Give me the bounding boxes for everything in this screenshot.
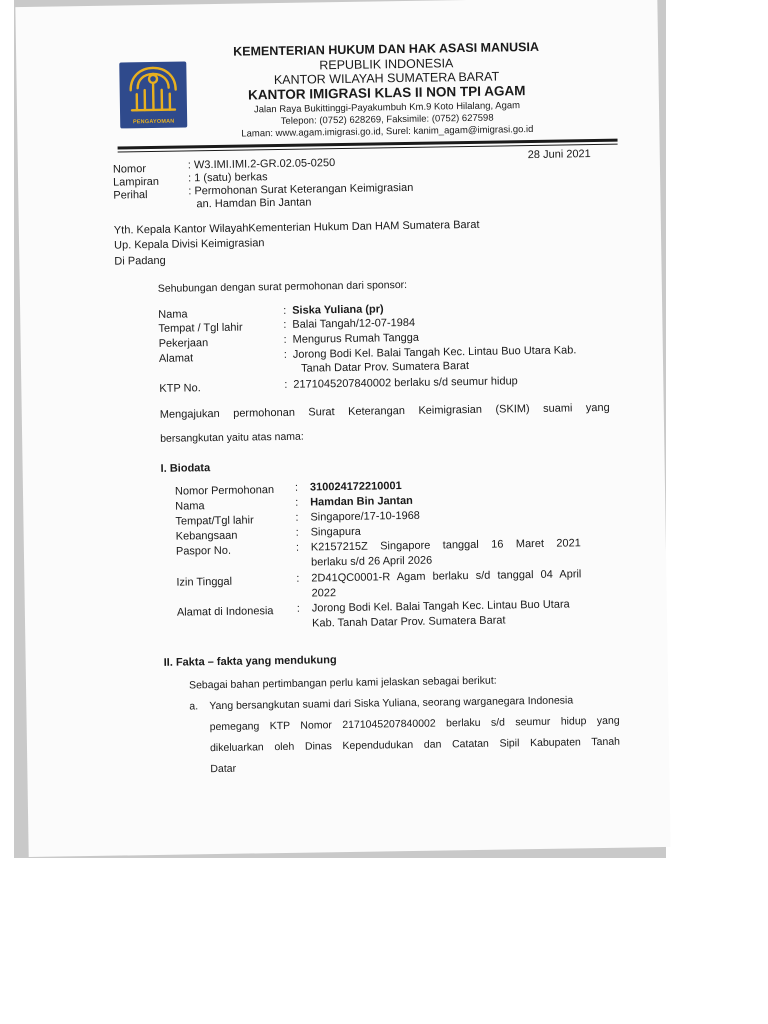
- addressee-line-1: Yth. Kepala Kantor WilayahKementerian Hukum Dan HAM Sumatera Barat: [113, 218, 480, 237]
- biodata-birth-value: Singapore/17-10-1968: [310, 509, 420, 524]
- sponsor-birth-colon: :: [283, 318, 287, 331]
- sponsor-address-value-2: Tanah Datar Prov. Sumatera Barat: [300, 360, 470, 375]
- fakta-item-marker: a.: [189, 700, 199, 713]
- office-web: Laman: www.agam.imigrasi.go.id, Surel: kanim_agam@imigrasi.go.id: [241, 123, 534, 140]
- biodata-nationality-label: Kebangsaan: [175, 529, 238, 543]
- sponsor-name-value: Siska Yuliana (pr): [292, 303, 384, 317]
- fakta-item-line-1: Yang bersangkutan suami dari Siska Yuliana, seorang warganegara Indonesia: [209, 694, 574, 713]
- sponsor-birth-value: Balai Tangah/12-07-1984: [292, 316, 416, 331]
- fakta-intro: Sebagai bahan pertimbangan perlu kami jelaskan sebagai berikut:: [188, 674, 497, 692]
- biodata-permit-label: Izin Tinggal: [176, 575, 233, 589]
- intro-text: Sehubungan dengan surat permohonan dari sponsor:: [157, 278, 408, 295]
- addressee-line-2: Up. Kepala Divisi Keimigrasian: [114, 237, 265, 252]
- biodata-birth-label: Tempat/Tgl lahir: [175, 514, 254, 528]
- request-line-2: bersangkutan yaitu atas nama:: [160, 430, 304, 445]
- biodata-address-colon: :: [296, 602, 301, 615]
- sponsor-job-label: Pekerjaan: [158, 337, 209, 350]
- sponsor-address-label: Alamat: [158, 352, 194, 365]
- fakta-item-line-2: pemegang KTP Nomor 2171045207840002 berlaku s/d seumur hidup yang: [209, 714, 620, 734]
- biodata-permit-value-1: 2D41QC0001-R Agam berlaku s/d tanggal 04 April: [311, 568, 582, 585]
- sponsor-name-label: Nama: [158, 308, 188, 321]
- letter-page: [15, 0, 670, 857]
- sponsor-ktp-colon: :: [284, 378, 288, 391]
- sponsor-job-colon: :: [283, 333, 287, 346]
- biodata-heading: I. Biodata: [160, 462, 211, 475]
- biodata-address-value-1: Jorong Bodi Kel. Balai Tangah Kec. Lintau Buo Utara: [311, 598, 570, 615]
- biodata-passport-value-1: K2157215Z Singapore tanggal 16 Maret 2021: [310, 537, 581, 554]
- sponsor-address-value-1: Jorong Bodi Kel. Balai Tangah Kec. Lintau Buo Utara Kab.: [292, 344, 577, 361]
- sponsor-birth-label: Tempat / Tgl lahir: [158, 321, 243, 335]
- biodata-address-value-2: Kab. Tanah Datar Prov. Sumatera Barat: [311, 614, 506, 630]
- sponsor-ktp-value: 2171045207840002 berlaku s/d seumur hidup: [293, 375, 518, 391]
- biodata-passport-value-2: berlaku s/d 26 April 2026: [311, 554, 433, 569]
- sponsor-job-value: Mengurus Rumah Tangga: [292, 331, 420, 346]
- biodata-permit-value-2: 2022: [311, 587, 337, 600]
- sponsor-address-colon: :: [283, 348, 288, 361]
- regional-office-name: KANTOR WILAYAH SUMATERA BARAT: [273, 69, 500, 88]
- biodata-name-value: Hamdan Bin Jantan: [310, 494, 413, 509]
- nomor-label: Nomor: [112, 163, 147, 176]
- biodata-permit-colon: :: [296, 572, 300, 585]
- biodata-address-label: Alamat di Indonesia: [176, 605, 274, 619]
- sponsor-name-colon: :: [283, 304, 287, 317]
- republic-name: REPUBLIK INDONESIA: [319, 56, 454, 73]
- biodata-nomor-colon: :: [294, 481, 299, 494]
- biodata-name-colon: :: [295, 496, 299, 509]
- fakta-item-line-4: Datar: [210, 762, 237, 776]
- letter-date: 28 Juni 2021: [527, 148, 591, 162]
- nomor-value: : W3.IMI.IMI.2-GR.02.05-0250: [187, 157, 336, 172]
- logo-label: PENGAYOMAN: [132, 118, 175, 126]
- request-line-1: Mengajukan permohonan Surat Keterangan Keimigrasian (SKIM) suami yang: [159, 401, 610, 421]
- lampiran-value: : 1 (satu) berkas: [187, 171, 268, 185]
- biodata-passport-label: Paspor No.: [175, 544, 232, 558]
- biodata-nomor-label: Nomor Permohonan: [174, 484, 275, 498]
- sponsor-ktp-label: KTP No.: [159, 382, 201, 395]
- addressee-line-3: Di Padang: [114, 254, 166, 268]
- biodata-nomor-value: 310024172210001: [309, 480, 402, 494]
- biodata-birth-colon: :: [295, 511, 299, 524]
- perihal-value: : Permohonan Surat Keterangan Keimigrasian: [188, 181, 414, 198]
- office-address: Jalan Raya Bukittinggi-Payakumbuh Km.9 Koto Hilalang, Agam: [253, 100, 521, 116]
- lampiran-label: Lampiran: [113, 175, 160, 189]
- fakta-item-line-3: dikeluarkan oleh Dinas Kependudukan dan Catatan Sipil Kabupaten Tanah: [209, 735, 621, 755]
- biodata-nationality-value: Singapura: [310, 525, 361, 539]
- fakta-heading: II. Fakta – fakta yang mendukung: [163, 654, 337, 669]
- biodata-name-label: Nama: [175, 500, 205, 513]
- biodata-passport-colon: :: [295, 541, 300, 554]
- perihal-value-2: an. Hamdan Bin Jantan: [196, 196, 312, 211]
- biodata-nationality-colon: :: [295, 526, 299, 539]
- ministry-name: KEMENTERIAN HUKUM DAN HAK ASASI MANUSIA: [233, 39, 540, 59]
- office-name: KANTOR IMIGRASI KLAS II NON TPI AGAM: [247, 83, 526, 103]
- perihal-label: Perihal: [113, 189, 148, 202]
- office-phone: Telepon: (0752) 628269, Faksimile: (0752) 627598: [280, 112, 494, 127]
